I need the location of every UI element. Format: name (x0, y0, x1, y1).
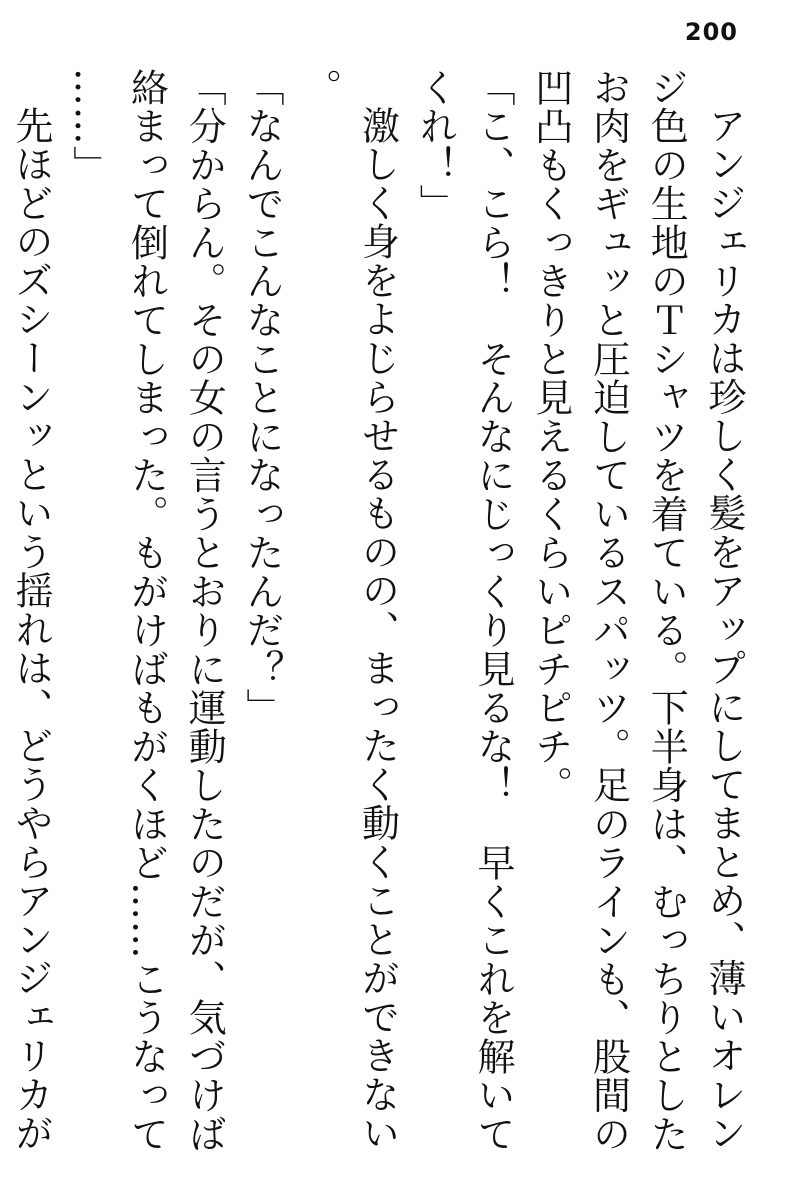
narration-paragraph: 先ほどのズシーンッという揺れは、どうやらアンジェリカが (9, 106, 53, 1153)
dialogue-line: 「分からん。その女の言うとおりに運動したのだが、気づけば絡まって倒れてしまった。もがけばもがくほど……こうなって……」 (66, 68, 227, 1154)
page-number: 200 (684, 18, 738, 46)
dialogue-line: 「なんでこんなことになったんだ？」 (240, 68, 284, 727)
narration-paragraph: アンジェリカは珍しく髪をアップにしてまとめ、薄いオレンジ色の生地のＴシャツを着ている。下半身は、むっちりとしたお肉をギュッと圧迫しているスパッツ。足のラインも、股間の凹凸もくっきりと見えるくらいピチピチ。 (528, 68, 746, 1154)
dialogue-line: 「こ、こら！ そんなにじっくり見るな！ 早くこれを解いてくれ！」 (413, 68, 515, 1154)
narration-paragraph: 激しく身をよじらせるものの、まったく動くことができない。 (297, 68, 400, 1153)
novel-text-column (9, 68, 752, 1178)
